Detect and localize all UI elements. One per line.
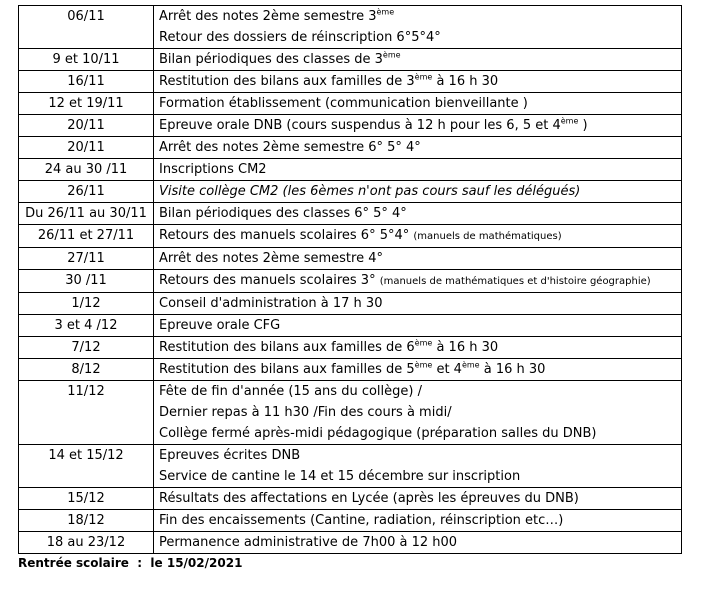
event-line <box>159 93 681 114</box>
schedule-row <box>19 488 682 510</box>
schedule-row <box>19 6 682 49</box>
ordinal-superscript: ème <box>382 50 401 60</box>
event-text: à 16 h 30 <box>432 340 499 355</box>
date-cell: 14 et 15/12 <box>19 445 154 488</box>
event-cell <box>154 359 682 381</box>
event-text: Bilan périodiques des classes 6° 5° 4° <box>159 206 407 221</box>
ordinal-superscript: ème <box>414 72 433 82</box>
event-line <box>159 315 681 336</box>
event-cell <box>154 93 682 115</box>
event-line <box>159 402 681 423</box>
event-text: Bilan périodiques des classes de 3 <box>159 52 383 67</box>
event-text: Retour des dossiers de réinscription 6°5°4° <box>159 30 441 45</box>
event-text: Inscriptions CM2 <box>159 162 267 177</box>
event-cell <box>154 293 682 315</box>
event-text: Collège fermé après-midi pédagogique (préparation salles du DNB) <box>159 426 597 441</box>
schedule-row <box>19 93 682 115</box>
event-line <box>159 532 681 553</box>
event-text: Formation établissement (communication bienveillante ) <box>159 96 528 111</box>
event-cell <box>154 248 682 270</box>
ordinal-superscript: ème <box>414 338 433 348</box>
event-line <box>159 159 681 180</box>
event-text: Restitution des bilans aux familles de 5 <box>159 362 415 377</box>
date-cell: Du 26/11 au 30/11 <box>19 203 154 225</box>
schedule-row <box>19 115 682 137</box>
schedule-row <box>19 225 682 248</box>
event-text: Service de cantine le 14 et 15 décembre sur inscription <box>159 469 521 484</box>
date-cell: 26/11 et 27/11 <box>19 225 154 248</box>
event-text: Arrêt des notes 2ème semestre 3 <box>159 9 377 24</box>
schedule-body <box>19 6 682 554</box>
event-text: Arrêt des notes 2ème semestre 6° 5° 4° <box>159 140 421 155</box>
date-cell: 20/11 <box>19 115 154 137</box>
event-line <box>159 293 681 314</box>
schedule-row <box>19 137 682 159</box>
event-cell <box>154 49 682 71</box>
event-line <box>159 423 681 444</box>
date-cell: 24 au 30 /11 <box>19 159 154 181</box>
event-cell <box>154 270 682 293</box>
date-cell: 3 et 4 /12 <box>19 315 154 337</box>
footer-rentree: Rentrée scolaire : le 15/02/2021 <box>18 556 243 570</box>
event-text: Fête de fin d'année (15 ans du collège) / <box>159 384 422 399</box>
event-line <box>159 337 681 358</box>
event-line <box>159 203 681 224</box>
event-cell <box>154 532 682 554</box>
event-cell <box>154 137 682 159</box>
schedule-row <box>19 337 682 359</box>
date-cell: 26/11 <box>19 181 154 203</box>
schedule-row <box>19 315 682 337</box>
event-line <box>159 510 681 531</box>
event-cell <box>154 488 682 510</box>
event-text: Résultats des affectations en Lycée (après les épreuves du DNB) <box>159 491 579 506</box>
event-cell <box>154 315 682 337</box>
event-text: Conseil d'administration à 17 h 30 <box>159 296 383 311</box>
event-text: Epreuves écrites DNB <box>159 448 301 463</box>
event-line <box>159 181 681 202</box>
event-text: et 4 <box>432 362 462 377</box>
event-line <box>159 49 681 70</box>
event-cell <box>154 203 682 225</box>
event-line <box>159 137 681 158</box>
date-cell: 1/12 <box>19 293 154 315</box>
date-cell: 7/12 <box>19 337 154 359</box>
schedule-row <box>19 49 682 71</box>
ordinal-superscript: ème <box>461 360 480 370</box>
event-text: Fin des encaissements (Cantine, radiation, réinscription etc…) <box>159 513 564 528</box>
date-cell: 20/11 <box>19 137 154 159</box>
event-cell <box>154 337 682 359</box>
event-cell <box>154 381 682 445</box>
schedule-row <box>19 203 682 225</box>
schedule-row <box>19 71 682 93</box>
event-cell <box>154 225 682 248</box>
event-text: à 16 h 30 <box>479 362 546 377</box>
event-line <box>159 445 681 466</box>
ordinal-superscript: ème <box>560 116 579 126</box>
event-text: Epreuve orale CFG <box>159 318 281 333</box>
event-text: ) <box>578 118 588 133</box>
date-cell: 18 au 23/12 <box>19 532 154 554</box>
schedule-row <box>19 532 682 554</box>
schedule-row <box>19 445 682 488</box>
ordinal-superscript: ème <box>376 7 395 17</box>
date-cell: 06/11 <box>19 6 154 49</box>
date-cell: 9 et 10/11 <box>19 49 154 71</box>
event-cell <box>154 445 682 488</box>
event-line <box>159 27 681 48</box>
event-cell <box>154 115 682 137</box>
schedule-row <box>19 359 682 381</box>
event-line <box>159 270 681 292</box>
schedule-row <box>19 248 682 270</box>
event-text: à 16 h 30 <box>432 74 499 89</box>
event-line <box>159 466 681 487</box>
event-cell <box>154 71 682 93</box>
event-text: Retours des manuels scolaires 6° 5°4° <box>159 228 414 243</box>
event-line <box>159 248 681 269</box>
event-cell <box>154 181 682 203</box>
event-cell <box>154 159 682 181</box>
event-note: (manuels de mathématiques et d'histoire géographie) <box>379 276 651 287</box>
event-line <box>159 225 681 247</box>
date-cell: 12 et 19/11 <box>19 93 154 115</box>
schedule-table <box>18 5 682 554</box>
event-text: Epreuve orale DNB (cours suspendus à 12 h pour les 6, 5 et 4 <box>159 118 561 133</box>
schedule-row <box>19 270 682 293</box>
schedule-row <box>19 510 682 532</box>
event-cell <box>154 510 682 532</box>
schedule-row <box>19 293 682 315</box>
event-cell <box>154 6 682 49</box>
event-text: Restitution des bilans aux familles de 3 <box>159 74 415 89</box>
event-line <box>159 6 681 27</box>
event-text: Arrêt des notes 2ème semestre 4° <box>159 251 383 266</box>
date-cell: 30 /11 <box>19 270 154 293</box>
ordinal-superscript: ème <box>414 360 433 370</box>
schedule-row <box>19 181 682 203</box>
date-cell: 27/11 <box>19 248 154 270</box>
event-line <box>159 71 681 92</box>
schedule-row <box>19 381 682 445</box>
event-text: Restitution des bilans aux familles de 6 <box>159 340 415 355</box>
event-text: Permanence administrative de 7h00 à 12 h00 <box>159 535 458 550</box>
schedule-row <box>19 159 682 181</box>
event-note: (manuels de mathématiques) <box>413 231 562 242</box>
event-text: Dernier repas à 11 h30 /Fin des cours à midi/ <box>159 405 452 420</box>
event-line <box>159 359 681 380</box>
date-cell: 8/12 <box>19 359 154 381</box>
date-cell: 18/12 <box>19 510 154 532</box>
event-text: Visite collège CM2 (les 6èmes n'ont pas cours sauf les délégués) <box>159 184 581 199</box>
date-cell: 11/12 <box>19 381 154 445</box>
event-line <box>159 488 681 509</box>
event-text: Retours des manuels scolaires 3° <box>159 273 380 288</box>
date-cell: 16/11 <box>19 71 154 93</box>
date-cell: 15/12 <box>19 488 154 510</box>
event-line <box>159 115 681 136</box>
event-line <box>159 381 681 402</box>
